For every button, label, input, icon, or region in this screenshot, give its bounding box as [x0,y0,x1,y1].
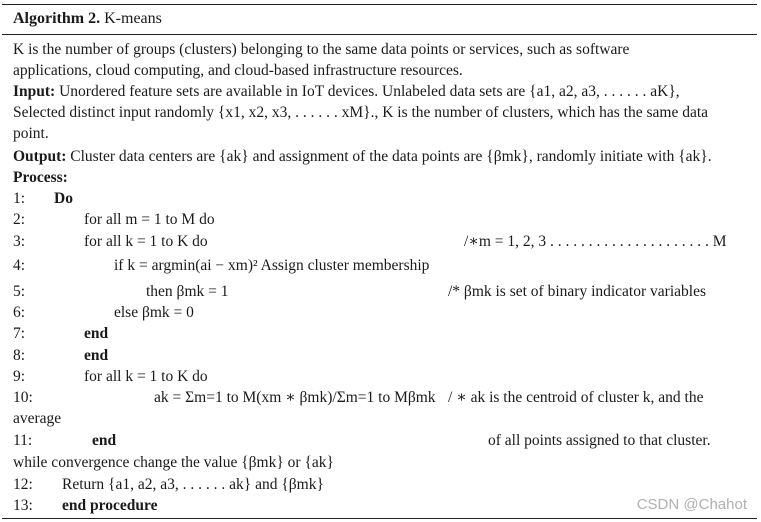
step-code: if k = argmin(ai − xm)² Assign cluster membership [114,257,430,274]
step-number: 7: [13,325,26,342]
step-number: 4: [13,257,26,274]
step-code: for all k = 1 to K do [84,368,208,385]
title-rule [2,34,757,35]
step-comment: /* βmk is set of binary indicator variables [448,283,706,300]
step-number: 2: [13,211,26,228]
output-label: Output: [13,148,67,165]
step-comment: /∗m = 1, 2, 3 . . . . . . . . . . . . . . . . . . . . . M [464,233,727,250]
step-comment: of all points assigned to that cluster. [488,432,711,449]
process-label: Process: [13,169,68,186]
step-number: 6: [13,304,26,321]
step-number: 9: [13,368,26,385]
input-line-1 [13,82,680,102]
watermark: CSDN @Chahot [636,496,747,513]
input-text-1: Unordered feature sets are available in IoT devices. Unlabeled data sets are {a1, a2, a3, . . . . . . aK}, [59,83,680,100]
step-code: end [84,325,109,342]
description-line-1: K is the number of groups (clusters) belonging to the same data points or services, such as software [13,41,630,58]
step-code: for all k = 1 to K do [84,233,208,250]
step-code: for all m = 1 to M do [84,211,215,228]
step-number: 10: [13,389,33,406]
step-code: ak = Σm=1 to M(xm ∗ βmk)/Σm=1 to Mβmk [154,389,436,406]
while-line: while convergence change the value {βmk} or {ak} [13,454,334,471]
step-code: Return {a1, a2, a3, . . . . . . ak} and {βmk} [62,476,324,493]
input-line-2: Selected distinct input randomly {x1, x2, x3, . . . . . . xM}., K is the number of clusters, which has the same data [13,104,709,121]
algorithm-box [2,2,757,518]
step-number: 8: [13,347,26,364]
step-comment: / ∗ ak is the centroid of cluster k, and the [448,389,704,406]
step-code: Do [54,190,73,207]
step-number: 3: [13,233,26,250]
bottom-rule [2,518,757,519]
step-code: then βmk = 1 [146,283,229,300]
step-code: end procedure [62,497,158,514]
description-line-2: applications, cloud computing, and cloud-based infrastructure resources. [13,62,463,79]
algorithm-name: K-means [104,10,162,27]
step-number: 13: [13,497,33,514]
input-label: Input: [13,83,56,100]
step-code: end [92,432,117,449]
step-code: end [84,347,109,364]
step-code: else βmk = 0 [114,304,194,321]
step-continuation: average [13,410,62,427]
top-rule [2,4,757,5]
output-line [13,147,712,167]
input-line-3: point. [13,125,49,142]
output-text: Cluster data centers are {ak} and assignment of the data points are {βmk}, randomly initiate with {ak}. [70,148,712,165]
step-number: 12: [13,476,33,493]
step-number: 11: [13,432,33,449]
step-number: 1: [13,190,26,207]
step-number: 5: [13,283,26,300]
algorithm-title [13,10,162,28]
algorithm-label: Algorithm 2. [13,10,101,27]
